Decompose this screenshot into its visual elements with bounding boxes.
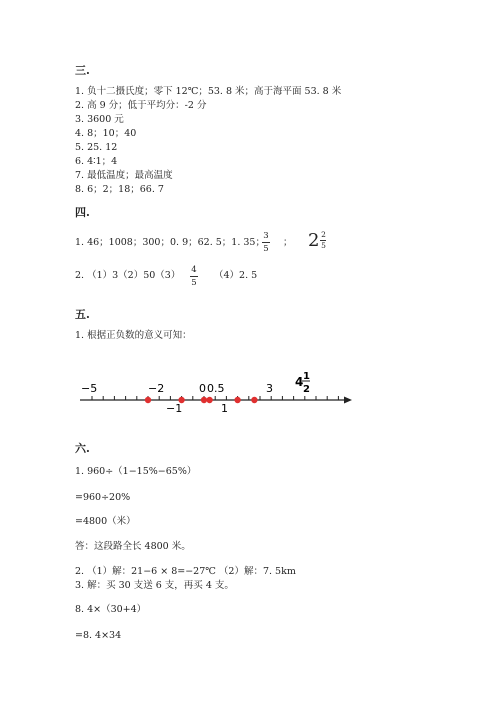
answer-line: 3. 3600 元 xyxy=(75,114,124,125)
answer-line: 1. 46；1008；300；0. 9；62. 5；1. 35； xyxy=(75,237,265,248)
fraction-denominator: 5 xyxy=(263,244,269,254)
fraction-denominator: 2 xyxy=(303,384,310,395)
mixed-whole: 2 xyxy=(308,230,320,251)
separator: ； xyxy=(283,237,293,248)
point-marker xyxy=(234,397,240,403)
answer-line: 2. （1）3（2）50（3） xyxy=(75,270,181,281)
answer-line: =8. 4×34 xyxy=(75,630,122,641)
fraction-numerator: 2 xyxy=(321,230,326,239)
answer-line: （4）2. 5 xyxy=(214,270,258,281)
answer-line: 6. 4∶1；4 xyxy=(75,156,118,167)
label-above: 3 xyxy=(266,382,273,395)
number-line-labels xyxy=(81,371,310,415)
answer-line: 1. 负十二摄氏度；零下 12℃；53. 8 米；高于海平面 53. 8 米 xyxy=(75,86,342,97)
answer-line: =4800（米） xyxy=(75,516,136,527)
point-marker xyxy=(251,397,257,403)
label-below: 1 xyxy=(221,402,228,415)
label-above: −5 xyxy=(81,382,98,395)
answer-line: 2. （1）解：21−6 × 8=−27℃ （2）解：7. 5km xyxy=(75,566,296,577)
answer-line: 8. 4×（30+4） xyxy=(75,604,147,615)
section-title-5: 五. xyxy=(75,308,90,321)
label-above: 0 xyxy=(199,382,206,395)
fraction-denominator: 5 xyxy=(321,241,326,250)
section-title-3: 三. xyxy=(75,64,90,77)
fraction-numerator: 3 xyxy=(263,231,269,241)
answer-line: 8. 6；2；18；66. 7 xyxy=(75,184,164,195)
point-marker xyxy=(206,397,212,403)
fraction-numerator: 4 xyxy=(191,265,197,275)
point-marker xyxy=(201,397,207,403)
answer-line: 1. 960÷（1−15%−65%） xyxy=(75,466,197,477)
section-title-4: 四. xyxy=(75,206,90,219)
answer-line: =960÷20% xyxy=(75,492,131,503)
answer-line: 答：这段路全长 4800 米。 xyxy=(75,541,191,552)
fraction-numerator: 1 xyxy=(303,371,310,382)
arrow-head-icon xyxy=(344,397,352,404)
answer-line: 7. 最低温度；最高温度 xyxy=(75,170,173,181)
answer-line: 2. 高 9 分；低于平均分：-2 分 xyxy=(75,100,207,111)
point-marker xyxy=(145,397,151,403)
answer-line: 4. 8；10；40 xyxy=(75,128,137,139)
mixed-whole: 4 xyxy=(295,375,304,389)
fraction-denominator: 5 xyxy=(191,278,197,288)
answer-line: 5. 25. 12 xyxy=(75,142,118,153)
answer-line: 1. 根据正负数的意义可知： xyxy=(75,330,192,341)
section-title-6: 六. xyxy=(75,442,90,455)
label-above: 0.5 xyxy=(207,382,225,395)
label-above: −2 xyxy=(148,382,165,395)
label-below: −1 xyxy=(166,402,183,415)
answer-line: 3. 解：买 30 支送 6 支，再买 4 支。 xyxy=(75,580,234,591)
